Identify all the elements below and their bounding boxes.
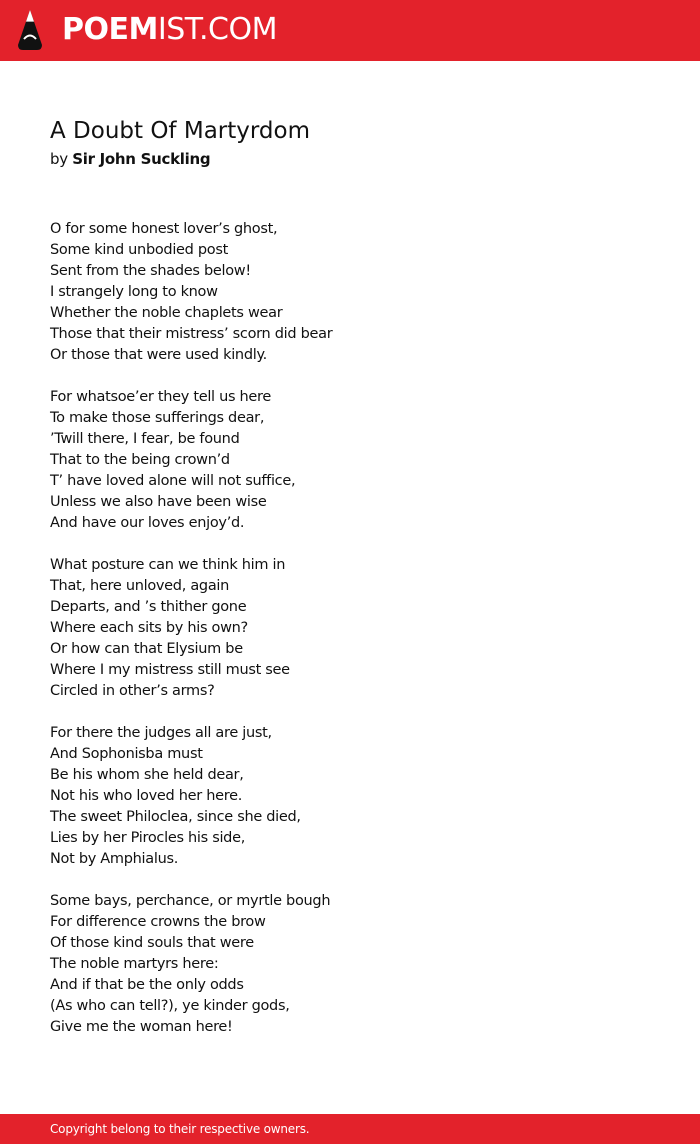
- poem-line: The noble martyrs here:: [50, 956, 219, 972]
- poem-stanza: [50, 723, 650, 870]
- pencil-tip-icon: [17, 9, 43, 51]
- poem-line: T’ have loved alone will not suffice,: [50, 473, 296, 489]
- poem-line: Or those that were used kindly.: [50, 347, 267, 363]
- poem-title: A Doubt Of Martyrdom: [50, 118, 310, 144]
- site-header: [0, 0, 700, 61]
- poem-line: Lies by her Pirocles his side,: [50, 830, 246, 846]
- poem-line: Departs, and ’s thither gone: [50, 599, 247, 615]
- poem-line: Not his who loved her here.: [50, 788, 243, 804]
- poem-byline: [50, 148, 210, 170]
- poem-line: To make those sufferings dear,: [50, 410, 265, 426]
- logo-bold-text: POEM: [62, 12, 158, 47]
- poem-line: That to the being crown’d: [50, 452, 230, 468]
- poem-line: (As who can tell?), ye kinder gods,: [50, 998, 290, 1014]
- poem-line: Those that their mistress’ scorn did bear: [50, 326, 333, 342]
- poem-line: And if that be the only odds: [50, 977, 244, 993]
- poem-line: Some kind unbodied post: [50, 242, 228, 258]
- poem-line: ’Twill there, I fear, be found: [50, 431, 240, 447]
- poem-line: Sent from the shades below!: [50, 263, 251, 279]
- poem-author: Sir John Suckling: [72, 150, 211, 168]
- logo-light-text: IST.COM: [157, 12, 277, 47]
- poem-line: Where I my mistress still must see: [50, 662, 290, 678]
- poem-line: Circled in other’s arms?: [50, 683, 215, 699]
- byline-prefix: by: [50, 150, 68, 168]
- poem-line: The sweet Philoclea, since she died,: [50, 809, 301, 825]
- poem-line: Whether the noble chaplets wear: [50, 305, 283, 321]
- poem-stanza: [50, 555, 650, 702]
- site-footer: [0, 1114, 700, 1144]
- poem-line: Or how can that Elysium be: [50, 641, 243, 657]
- poem-stanza: [50, 219, 650, 366]
- poem-line: Give me the woman here!: [50, 1019, 233, 1035]
- poem-body: [50, 219, 650, 1059]
- poem-line: For difference crowns the brow: [50, 914, 266, 930]
- poem-line: Of those kind souls that were: [50, 935, 254, 951]
- poem-line: Some bays, perchance, or myrtle bough: [50, 893, 331, 909]
- poem-line: Unless we also have been wise: [50, 494, 267, 510]
- poem-line: Where each sits by his own?: [50, 620, 248, 636]
- poem-line: O for some honest lover’s ghost,: [50, 221, 278, 237]
- poem-line: Be his whom she held dear,: [50, 767, 244, 783]
- poem-line: For whatsoe’er they tell us here: [50, 389, 272, 405]
- poem-line: That, here unloved, again: [50, 578, 230, 594]
- poem-line: What posture can we think him in: [50, 557, 286, 573]
- poem-stanza: [50, 891, 650, 1038]
- poem-line: Not by Amphialus.: [50, 851, 179, 867]
- poem-line: I strangely long to know: [50, 284, 218, 300]
- poem-line: And have our loves enjoy’d.: [50, 515, 245, 531]
- copyright-text: Copyright belong to their respective owners.: [50, 1122, 310, 1136]
- site-logo[interactable]: [62, 12, 277, 48]
- poem-line: And Sophonisba must: [50, 746, 203, 762]
- poem-line: For there the judges all are just,: [50, 725, 272, 741]
- poem-stanza: [50, 387, 650, 534]
